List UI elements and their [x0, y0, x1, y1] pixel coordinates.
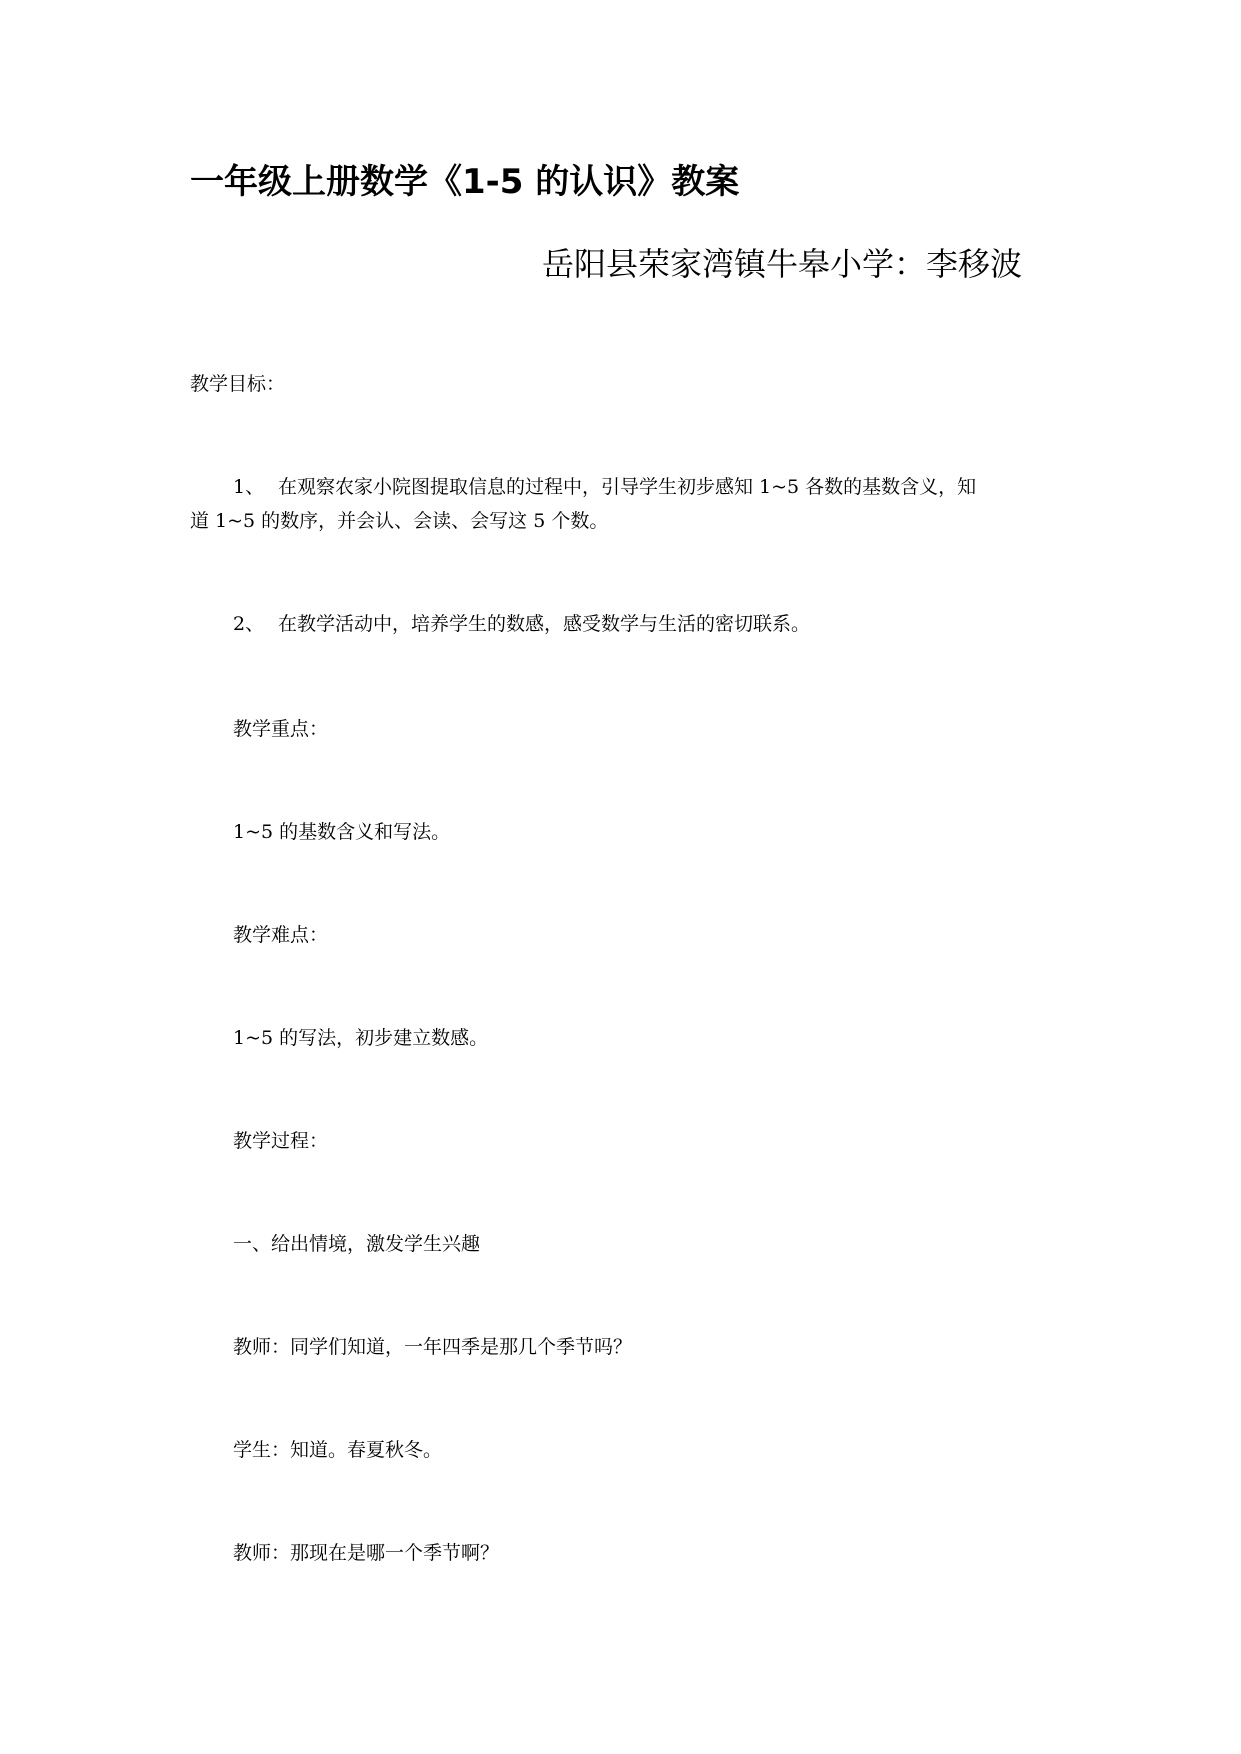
key-point-text: 1~5 的基数含义和写法。	[233, 821, 451, 843]
process-heading: 教学过程：	[233, 1130, 329, 1152]
objective-2-line	[190, 607, 1060, 641]
objective-2-text: 在教学活动中，培养学生的数感，感受数学与生活的密切联系。	[278, 613, 811, 635]
objective-item-2	[190, 607, 1060, 641]
objective-1-text-line2: 道 1~5 的数序，并会认、会读、会写这 5 个数。	[190, 510, 609, 532]
dialogue-line-1: 教师：同学们知道，一年四季是那几个季节吗？	[233, 1336, 633, 1358]
objective-1-text-line1: 在观察农家小院图提取信息的过程中，引导学生初步感知 1~5 各数的基数含义，知	[278, 476, 977, 498]
objective-1-number: 1、	[233, 476, 265, 498]
dialogue-line-3: 教师：那现在是哪一个季节啊？	[233, 1542, 500, 1564]
objective-2-number: 2、	[233, 613, 265, 635]
objectives-heading: 教学目标：	[190, 373, 286, 395]
key-point-heading: 教学重点：	[233, 718, 329, 740]
objective-1-first-line	[190, 470, 1060, 504]
difficulty-heading: 教学难点：	[233, 924, 329, 946]
section-one-heading: 一、给出情境，激发学生兴趣	[233, 1233, 481, 1255]
dialogue-line-2: 学生：知道。春夏秋冬。	[233, 1439, 443, 1461]
objective-item-1	[190, 470, 1060, 538]
author-line: 岳阳县荣家湾镇牛皋小学：李移波	[542, 245, 1023, 283]
document-title: 一年级上册数学《1-5 的认识》教案	[190, 162, 740, 202]
difficulty-text: 1~5 的写法，初步建立数感。	[233, 1027, 489, 1049]
